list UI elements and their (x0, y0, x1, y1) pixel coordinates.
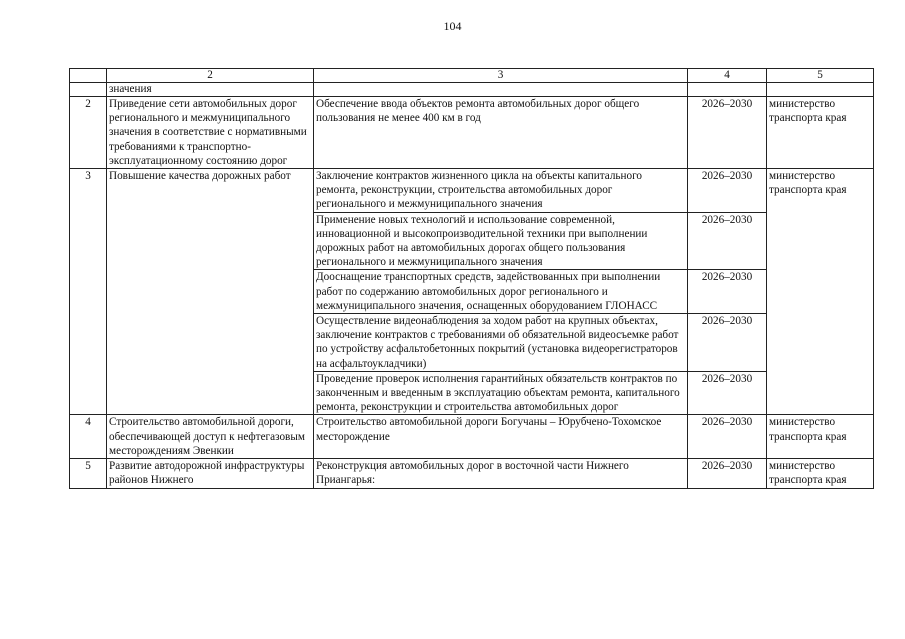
activity-cell: Дооснащение транспортных средств, задействованных при выполнении работ по содержанию автомобильных дорог регионального и межмуниципального значения, оснащенных оборудованием ГЛОНАСС (314, 270, 688, 314)
task-cell: Повышение качества дорожных работ (107, 169, 314, 415)
period-cell: 2026–2030 (688, 459, 767, 489)
task-cell: Приведение сети автомобильных дорог регионального и межмуниципального значения в соответствие с нормативными требованиями к транспортно-эксплуатационному состоянию дорог (107, 97, 314, 169)
continuation-row (70, 83, 874, 97)
header-cell-2: 2 (107, 69, 314, 83)
responsible-cell: министерство транспорта края (767, 97, 874, 169)
header-cell-5: 5 (767, 69, 874, 83)
activity-cell: Применение новых технологий и использование современной, инновационной и высокопроизводительной техники при выполнении дорожных работ на автомобильных дорогах общего пользования регионального и межмуниципального значения (314, 212, 688, 270)
table-row (70, 169, 874, 213)
table-row (70, 415, 874, 459)
period-cell: 2026–2030 (688, 314, 767, 372)
period-cell: 2026–2030 (688, 97, 767, 169)
responsible-cell: министерство транспорта края (767, 415, 874, 459)
measures-table (69, 68, 874, 489)
responsible-cell: министерство транспорта края (767, 459, 874, 489)
header-cell-3: 3 (314, 69, 688, 83)
activity-cell: Обеспечение ввода объектов ремонта автомобильных дорог общего пользования не менее 400 км в год (314, 97, 688, 169)
task-cell: Строительство автомобильной дороги, обеспечивающей доступ к нефтегазовым месторождениям Эвенкии (107, 415, 314, 459)
row-number: 5 (70, 459, 107, 489)
header-cell-1 (70, 69, 107, 83)
row-number: 4 (70, 415, 107, 459)
page-number: 104 (443, 19, 462, 33)
activity-cell: Строительство автомобильной дороги Богучаны – Юрубчено-Тохомское месторождение (314, 415, 688, 459)
period-cell: 2026–2030 (688, 270, 767, 314)
period-cell: 2026–2030 (688, 371, 767, 415)
task-cell: Развитие автодорожной инфраструктуры районов Нижнего (107, 459, 314, 489)
header-cell-4: 4 (688, 69, 767, 83)
activity-cell: Реконструкция автомобильных дорог в восточной части Нижнего Приангарья: (314, 459, 688, 489)
activity-cell: Осуществление видеонаблюдения за ходом работ на крупных объектах, заключение контрактов с требованиями об обязательной видеосъемке работ по устройству асфальтобетонных покрытий (установка видеорегистраторов на асфальтоукладчики) (314, 314, 688, 372)
period-cell: 2026–2030 (688, 169, 767, 213)
header-row (70, 69, 874, 83)
period-cell: 2026–2030 (688, 415, 767, 459)
row-number: 2 (70, 97, 107, 169)
period-cell: 2026–2030 (688, 212, 767, 270)
responsible-cell: министерство транспорта края (767, 169, 874, 415)
activity-cell: Проведение проверок исполнения гарантийных обязательств контрактов по законченным и введенным в эксплуатацию объектам ремонта, капитального ремонта, реконструкции и строительства автомобильных дорог (314, 371, 688, 415)
row-number: 3 (70, 169, 107, 415)
table-row (70, 97, 874, 169)
continuation-text: значения (107, 83, 314, 97)
activity-cell: Заключение контрактов жизненного цикла на объекты капитального ремонта, реконструкции, строительства автомобильных дорог регионального и межмуниципального значения (314, 169, 688, 213)
table-row (70, 459, 874, 489)
